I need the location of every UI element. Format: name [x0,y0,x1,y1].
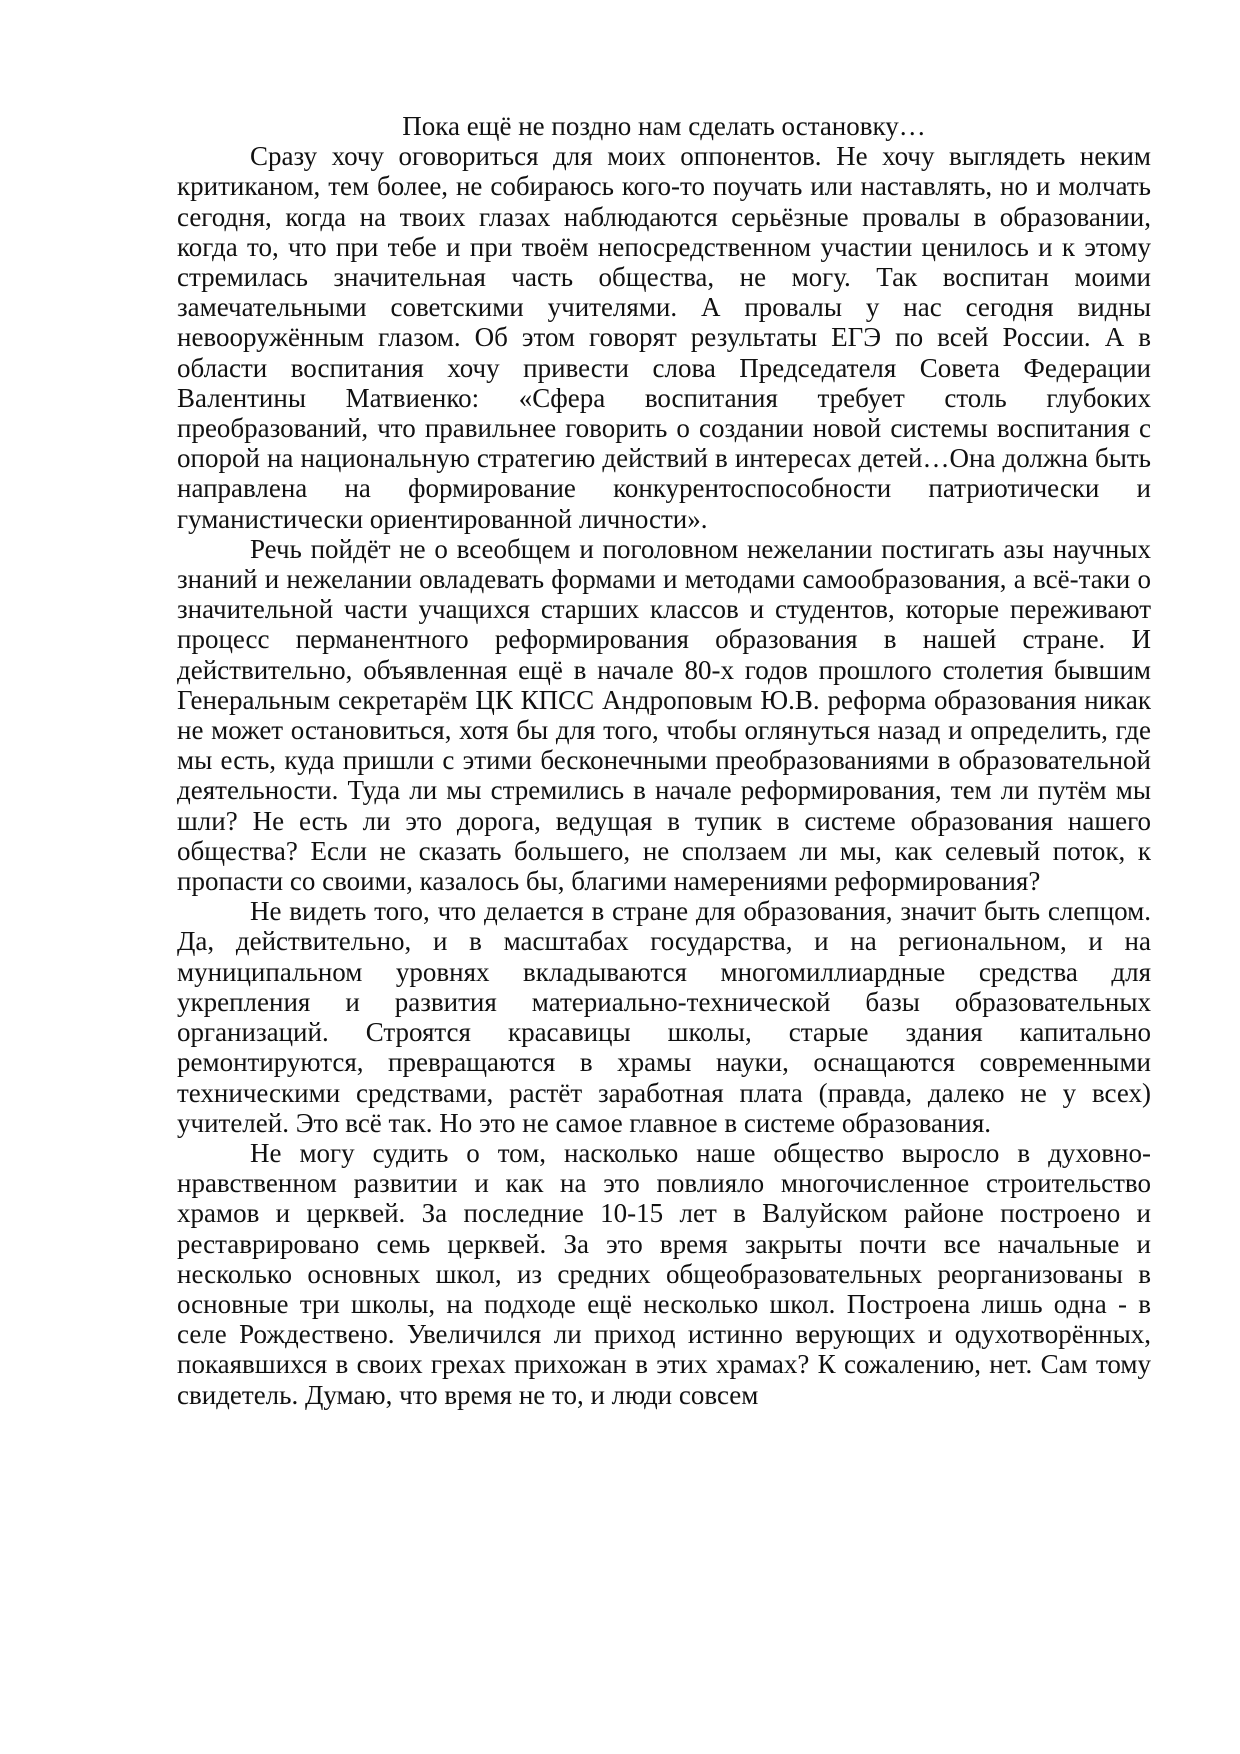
document-title: Пока ещё не поздно нам сделать остановку… [402,111,926,141]
paragraph-churches: Не могу судить о том, насколько наше общество выросло в духовно-нравственном развитии и как на это повлияло многочисленное строительство храмов и церквей. За последние 10-15 лет в Валуйском районе построено и реставрировано семь церквей. За это время закрыты почти все начальные и несколько основных школ, из средних общеобразовательных реорганизованы в основные три школы, на подходе ещё несколько школ. Построена лишь одна - в селе Рождествено. Увеличился ли приход истинно верующих и одухотворённых, покаявшихся в своих грехах прихожан в этих храмах? К сожалению, нет. Сам тому свидетель. Думаю, что время не то, и люди совсем [177,1137,1151,1410]
document-page [177,111,1151,1410]
paragraph-investment: Не видеть того, что делается в стране для образования, значит быть слепцом. Да, действительно, и в масштабах государства, и на региональном, и на муниципальном уровнях вкладываются многомиллиардные средства для укрепления и развития материально-технической базы образовательных организаций. Строятся красавицы школы, старые здания капитально ремонтируются, превращаются в храмы науки, оснащаются современными техническими средствами, растёт заработная плата (правда, далеко не у всех) учителей. Это всё так. Но это не самое главное в системе образования. [177,896,1151,1138]
paragraph-reform: Речь пойдёт не о всеобщем и поголовном нежелании постигать азы научных знаний и нежелании овладевать формами и методами самообразования, а всё-таки о значительной части учащихся старших классов и студентов, которые переживают процесс перманентного реформирования образования в нашей стране. И действительно, объявленная ещё в начале 80-х годов прошлого столетия бывшим Генеральным секретарём ЦК КПСС Андроповым Ю.В. реформа образования никак не может остановиться, хотя бы для того, чтобы оглянуться назад и определить, где мы есть, куда пришли с этими бесконечными преобразованиями в образовательной деятельности. Туда ли мы стремились в начале реформирования, тем ли путём мы шли? Не есть ли это дорога, ведущая в тупик в системе образования нашего общества? Если не сказать большего, не сползаем ли мы, как селевый поток, к пропасти со своими, казалось бы, благими намерениями реформирования? [177,533,1151,897]
paragraph-opponents: Сразу хочу оговориться для моих оппонентов. Не хочу выглядеть неким критиканом, тем более, не собираюсь кого-то поучать или наставлять, но и молчать сегодня, когда на твоих глазах наблюдаются серьёзные провалы в образовании, когда то, что при тебе и при твоём непосредственном участии ценилось и к этому стремилась значительная часть общества, не могу. Так воспитан моими замечательными советскими учителями. А провалы у нас сегодня видны невооружённым глазом. Об этом говорят результаты ЕГЭ по всей России. А в области воспитания хочу привести слова Председателя Совета Федерации Валентины Матвиенко: «Сфера воспитания требует столь глубоких преобразований, что правильнее говорить о создании новой системы воспитания с опорой на национальную стратегию действий в интересах детей…Она должна быть направлена на формирование конкурентоспособности патриотически и гуманистически ориентированной личности». [177,141,1151,534]
